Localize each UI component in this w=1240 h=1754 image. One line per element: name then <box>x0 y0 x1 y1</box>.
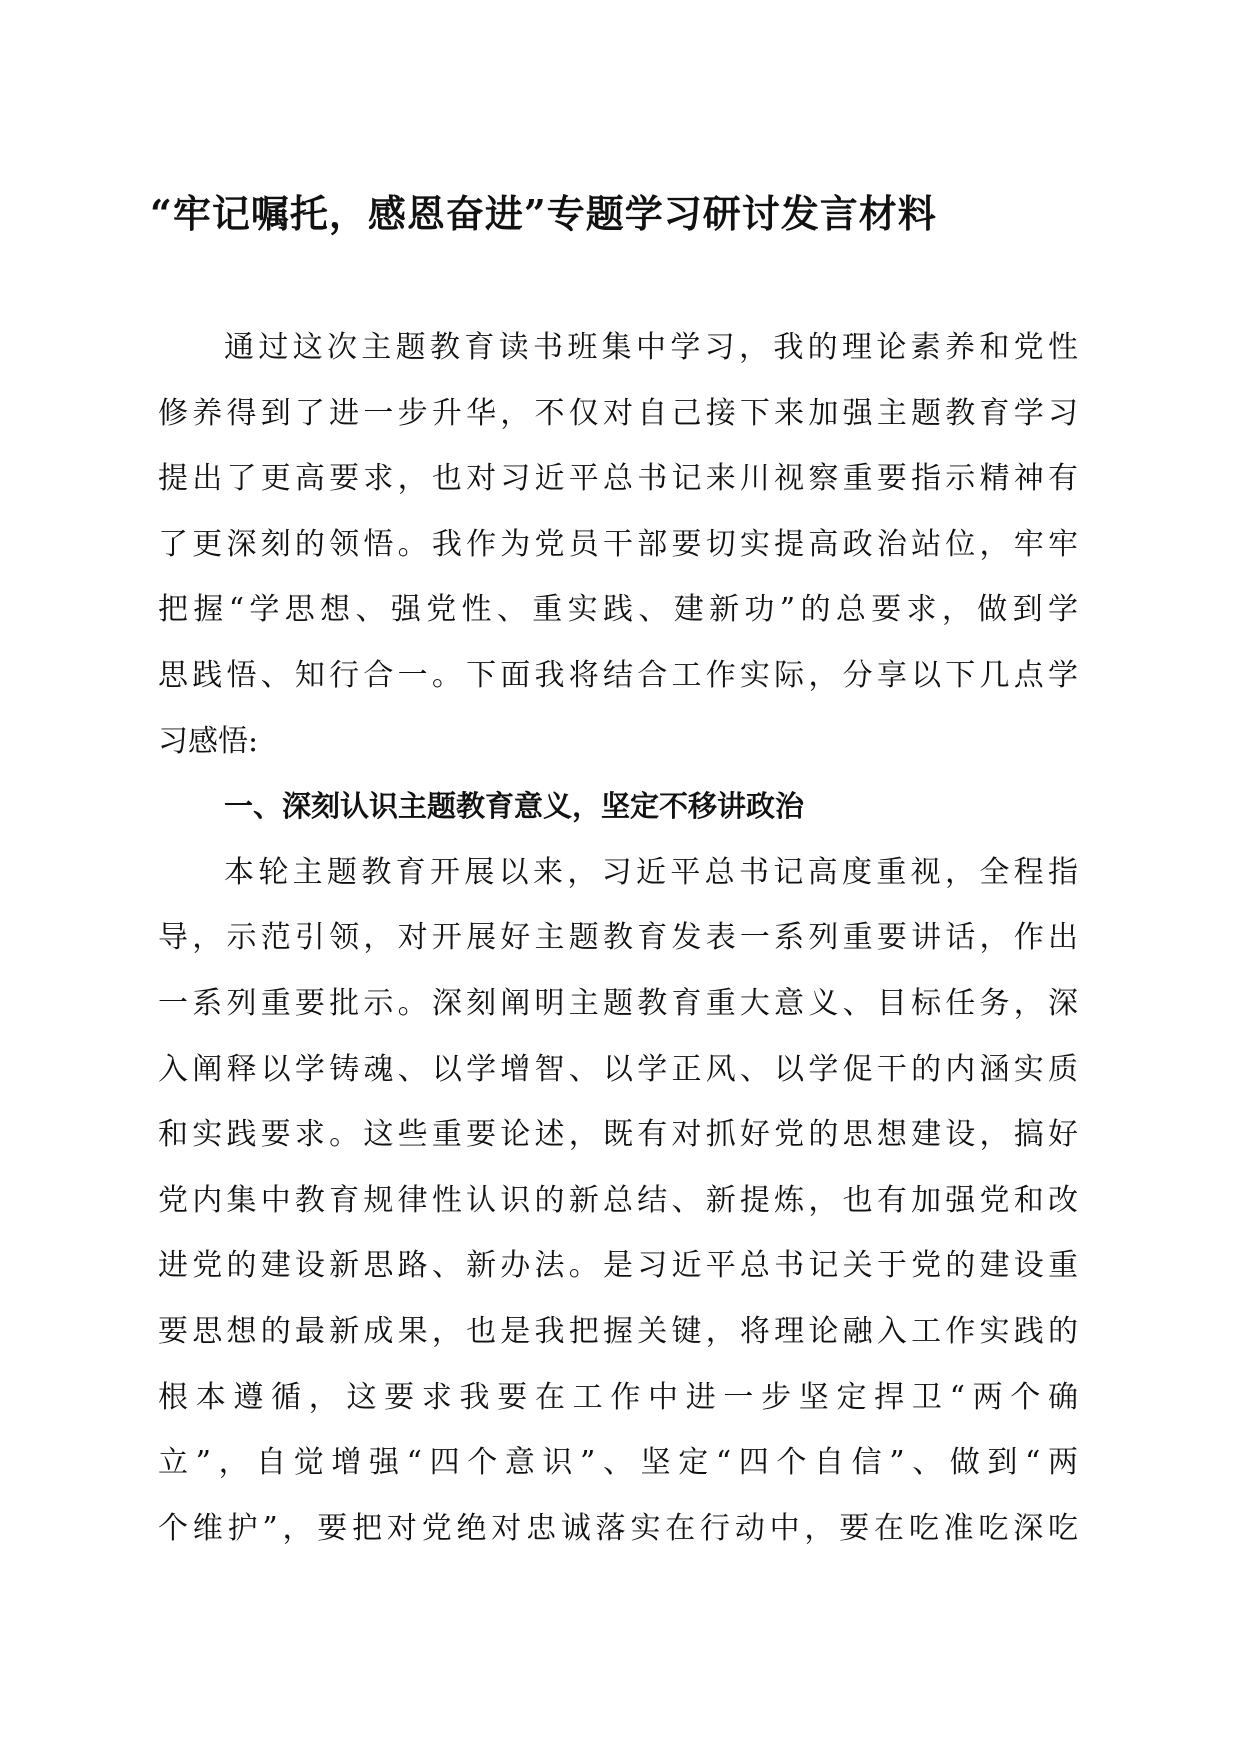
paragraph-line: 把握“学思想、强党性、重实践、建新功”的总要求，做到学 <box>158 592 1078 628</box>
paragraph-line: 导，示范引领，对开展好主题教育发表一系列重要讲话，作出 <box>158 920 1078 956</box>
document-body <box>158 315 1078 1561</box>
paragraph-line: 一系列重要批示。深刻阐明主题教育重大意义、目标任务，深 <box>158 985 1078 1021</box>
paragraph-line: 本轮主题教育开展以来，习近平总书记高度重视，全程指 <box>224 854 1078 890</box>
paragraph-line: 和实践要求。这些重要论述，既有对抓好党的思想建设，搞好 <box>158 1117 1078 1153</box>
paragraph-line: 进党的建设新思路、新办法。是习近平总书记关于党的建设重 <box>158 1248 1078 1284</box>
paragraph-line: 入阐释以学铸魂、以学增智、以学正风、以学促干的内涵实质 <box>158 1051 1078 1087</box>
document-title: “牢记嘱托，感恩奋进”专题学习研讨发言材料 <box>150 191 937 236</box>
paragraph-line: 党内集中教育规律性认识的新总结、新提炼，也有加强党和改 <box>158 1182 1078 1218</box>
paragraph-line: 立”，自觉增强“四个意识”、坚定“四个自信”、做到“两 <box>158 1445 1078 1481</box>
paragraph-section-1 <box>158 840 1078 1562</box>
paragraph-line: 提出了更高要求，也对习近平总书记来川视察重要指示精神有 <box>158 461 1078 497</box>
section-heading: 一、深刻认识主题教育意义，坚定不移讲政治 <box>224 789 805 824</box>
paragraph-intro <box>158 315 1078 774</box>
paragraph-line: 修养得到了进一步升华，不仅对自己接下来加强主题教育学习 <box>158 395 1078 431</box>
paragraph-line: 根本遵循，这要求我要在工作中进一步坚定捍卫“两个确 <box>158 1379 1078 1415</box>
paragraph-line: 通过这次主题教育读书班集中学习，我的理论素养和党性 <box>224 330 1078 365</box>
paragraph-line: 要思想的最新成果，也是我把握关键，将理论融入工作实践的 <box>158 1313 1078 1349</box>
paragraph-line: 习感悟: <box>158 723 259 759</box>
paragraph-line: 个维护”，要把对党绝对忠诚落实在行动中，要在吃准吃深吃 <box>158 1510 1078 1546</box>
paragraph-line: 了更深刻的领悟。我作为党员干部要切实提高政治站位，牢牢 <box>158 526 1078 562</box>
paragraph-line: 思践悟、知行合一。下面我将结合工作实际，分享以下几点学 <box>158 657 1078 693</box>
